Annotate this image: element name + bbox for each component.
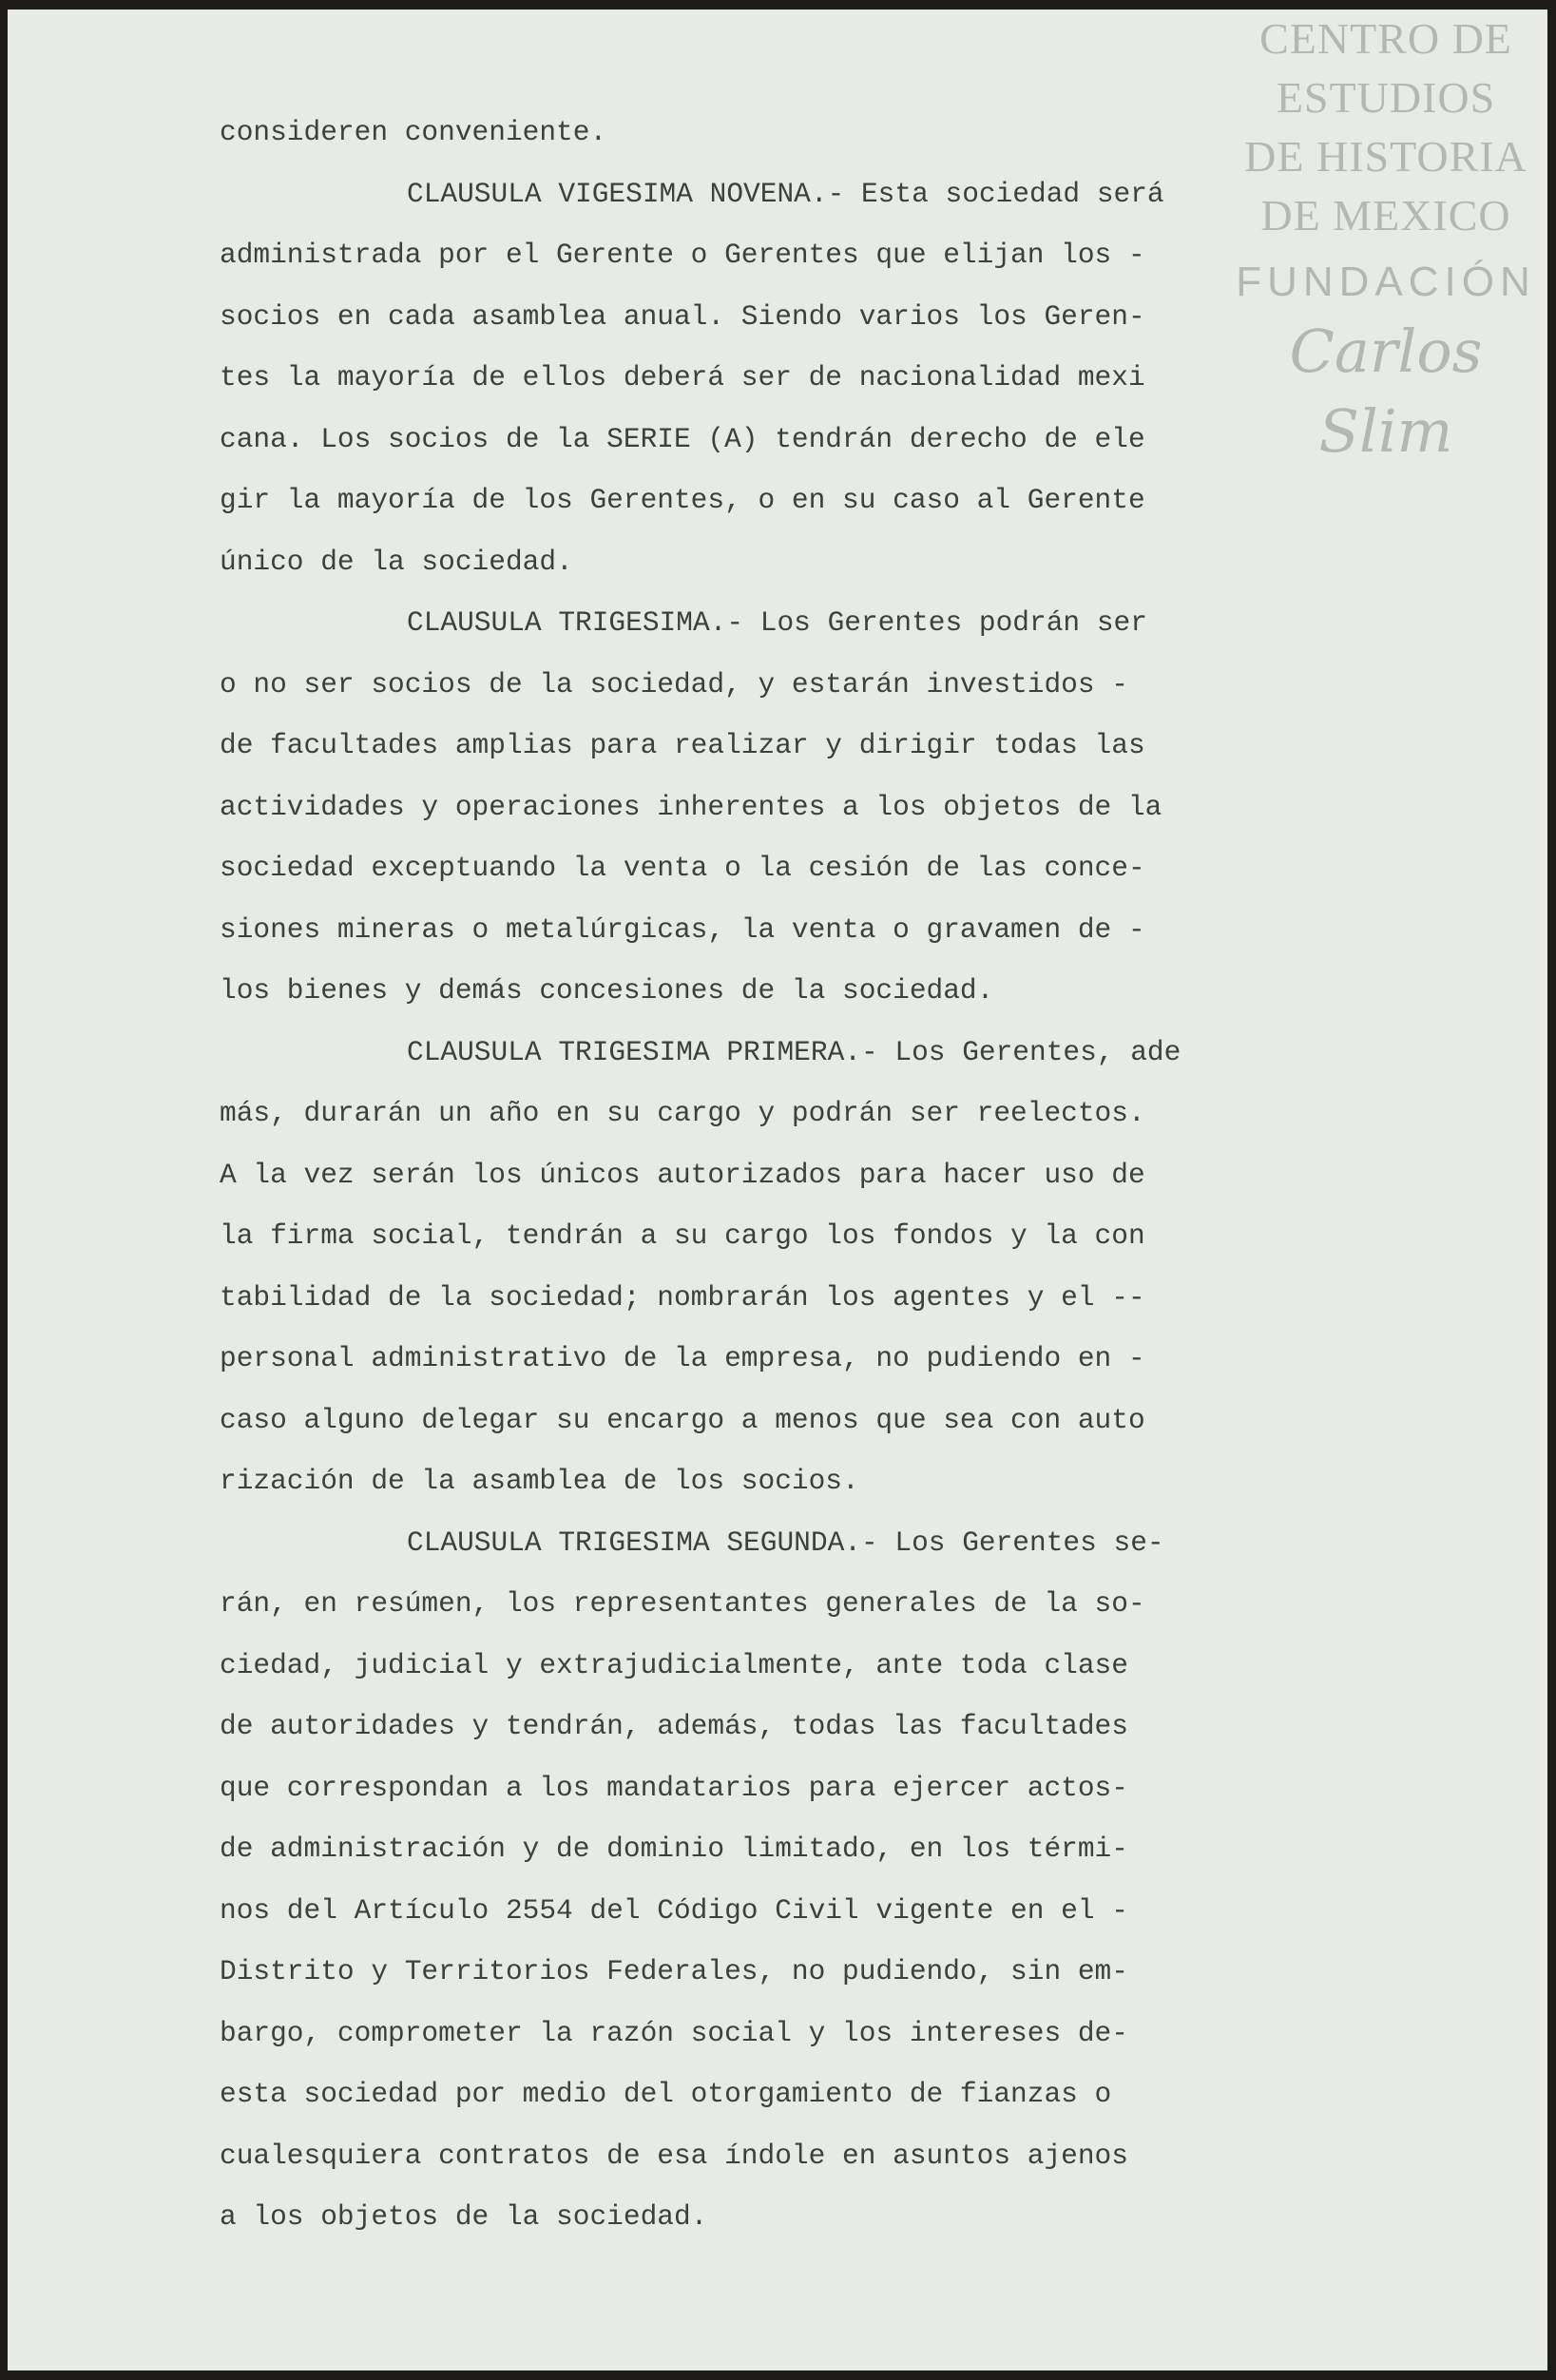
text-line: tes la mayoría de ellos deberá ser de nacionalidad mexi (220, 361, 1145, 393)
clause-heading-line: CLAUSULA TRIGESIMA PRIMERA.- Los Gerentes, ade (407, 1035, 1181, 1068)
text-line: rán, en resúmen, los representantes generales de la so- (220, 1587, 1145, 1620)
watermark-line-4: DE MEXICO (1260, 191, 1511, 240)
text-line: único de la sociedad. (220, 545, 573, 578)
watermark-foundation: FUNDACIÓN (1236, 259, 1536, 305)
typed-text-body (220, 102, 1265, 2248)
archive-watermark (1224, 10, 1547, 471)
text-line: socios en cada asamblea anual. Siendo varios los Geren- (220, 299, 1145, 333)
text-line: actividades y operaciones inherentes a los objetos de la (220, 790, 1162, 823)
clause-heading-line: CLAUSULA TRIGESIMA SEGUNDA.- Los Gerentes se- (407, 1526, 1164, 1559)
text-line: a los objetos de la sociedad. (220, 2200, 708, 2233)
clause-heading-line: CLAUSULA VIGESIMA NOVENA.- Esta sociedad será (407, 177, 1164, 210)
clause-heading-line: CLAUSULA TRIGESIMA.- Los Gerentes podrán ser (407, 606, 1147, 639)
text-line: personal administrativo de la empresa, no pudiendo en - (220, 1342, 1145, 1374)
text-line: Distrito y Territorios Federales, no pudiendo, sin em- (220, 1955, 1128, 1987)
text-line: esta sociedad por medio del otorgamiento de fianzas o (220, 2078, 1112, 2110)
text-line: los bienes y demás concesiones de la sociedad. (220, 974, 994, 1007)
text-line: A la vez serán los únicos autorizados para hacer uso de (220, 1158, 1145, 1191)
text-line: más, durarán un año en su cargo y podrán ser reelectos. (220, 1097, 1145, 1129)
document-page (8, 10, 1547, 2370)
watermark-line-2: ESTUDIOS (1276, 73, 1496, 122)
text-line: sociedad exceptuando la venta o la cesión de las conce- (220, 852, 1145, 884)
text-line: que correspondan a los mandatarios para ejercer actos- (220, 1771, 1128, 1804)
text-line: cana. Los socios de la SERIE (A) tendrán derecho de ele (220, 422, 1145, 455)
watermark-signature: Carlos Slim (1289, 317, 1483, 466)
text-line: bargo, comprometer la razón social y los intereses de- (220, 2016, 1128, 2049)
text-line: de autoridades y tendrán, además, todas las facultades (220, 1710, 1128, 1742)
text-line: administrada por el Gerente o Gerentes que elijan los - (220, 239, 1145, 271)
text-line: tabilidad de la sociedad; nombrarán los agentes y el -- (220, 1280, 1145, 1314)
text-line: gir la mayoría de los Gerentes, o en su caso al Gerente (220, 484, 1145, 516)
watermark-line-3: DE HISTORIA (1244, 132, 1527, 181)
text-line: la firma social, tendrán a su cargo los fondos y la con (220, 1219, 1145, 1252)
text-line: de administración y de dominio limitado, en los térmi- (220, 1833, 1128, 1865)
text-line: caso alguno delegar su encargo a menos que sea con auto (220, 1403, 1145, 1436)
text-line: o no ser socios de la sociedad, y estarán investidos - (220, 667, 1128, 701)
text-line: ciedad, judicial y extrajudicialmente, ante toda clase (220, 1648, 1128, 1681)
text-line: siones mineras o metalúrgicas, la venta o gravamen de - (220, 912, 1145, 946)
text-line: de facultades amplias para realizar y dirigir todas las (220, 729, 1145, 761)
text-line: consideren conveniente. (220, 116, 607, 148)
text-line: nos del Artículo 2554 del Código Civil vigente en el - (220, 1893, 1128, 1927)
watermark-line-1: CENTRO DE (1259, 14, 1512, 63)
text-line: cualesquiera contratos de esa índole en asuntos ajenos (220, 2139, 1128, 2172)
text-line: rización de la asamblea de los socios. (220, 1465, 859, 1497)
